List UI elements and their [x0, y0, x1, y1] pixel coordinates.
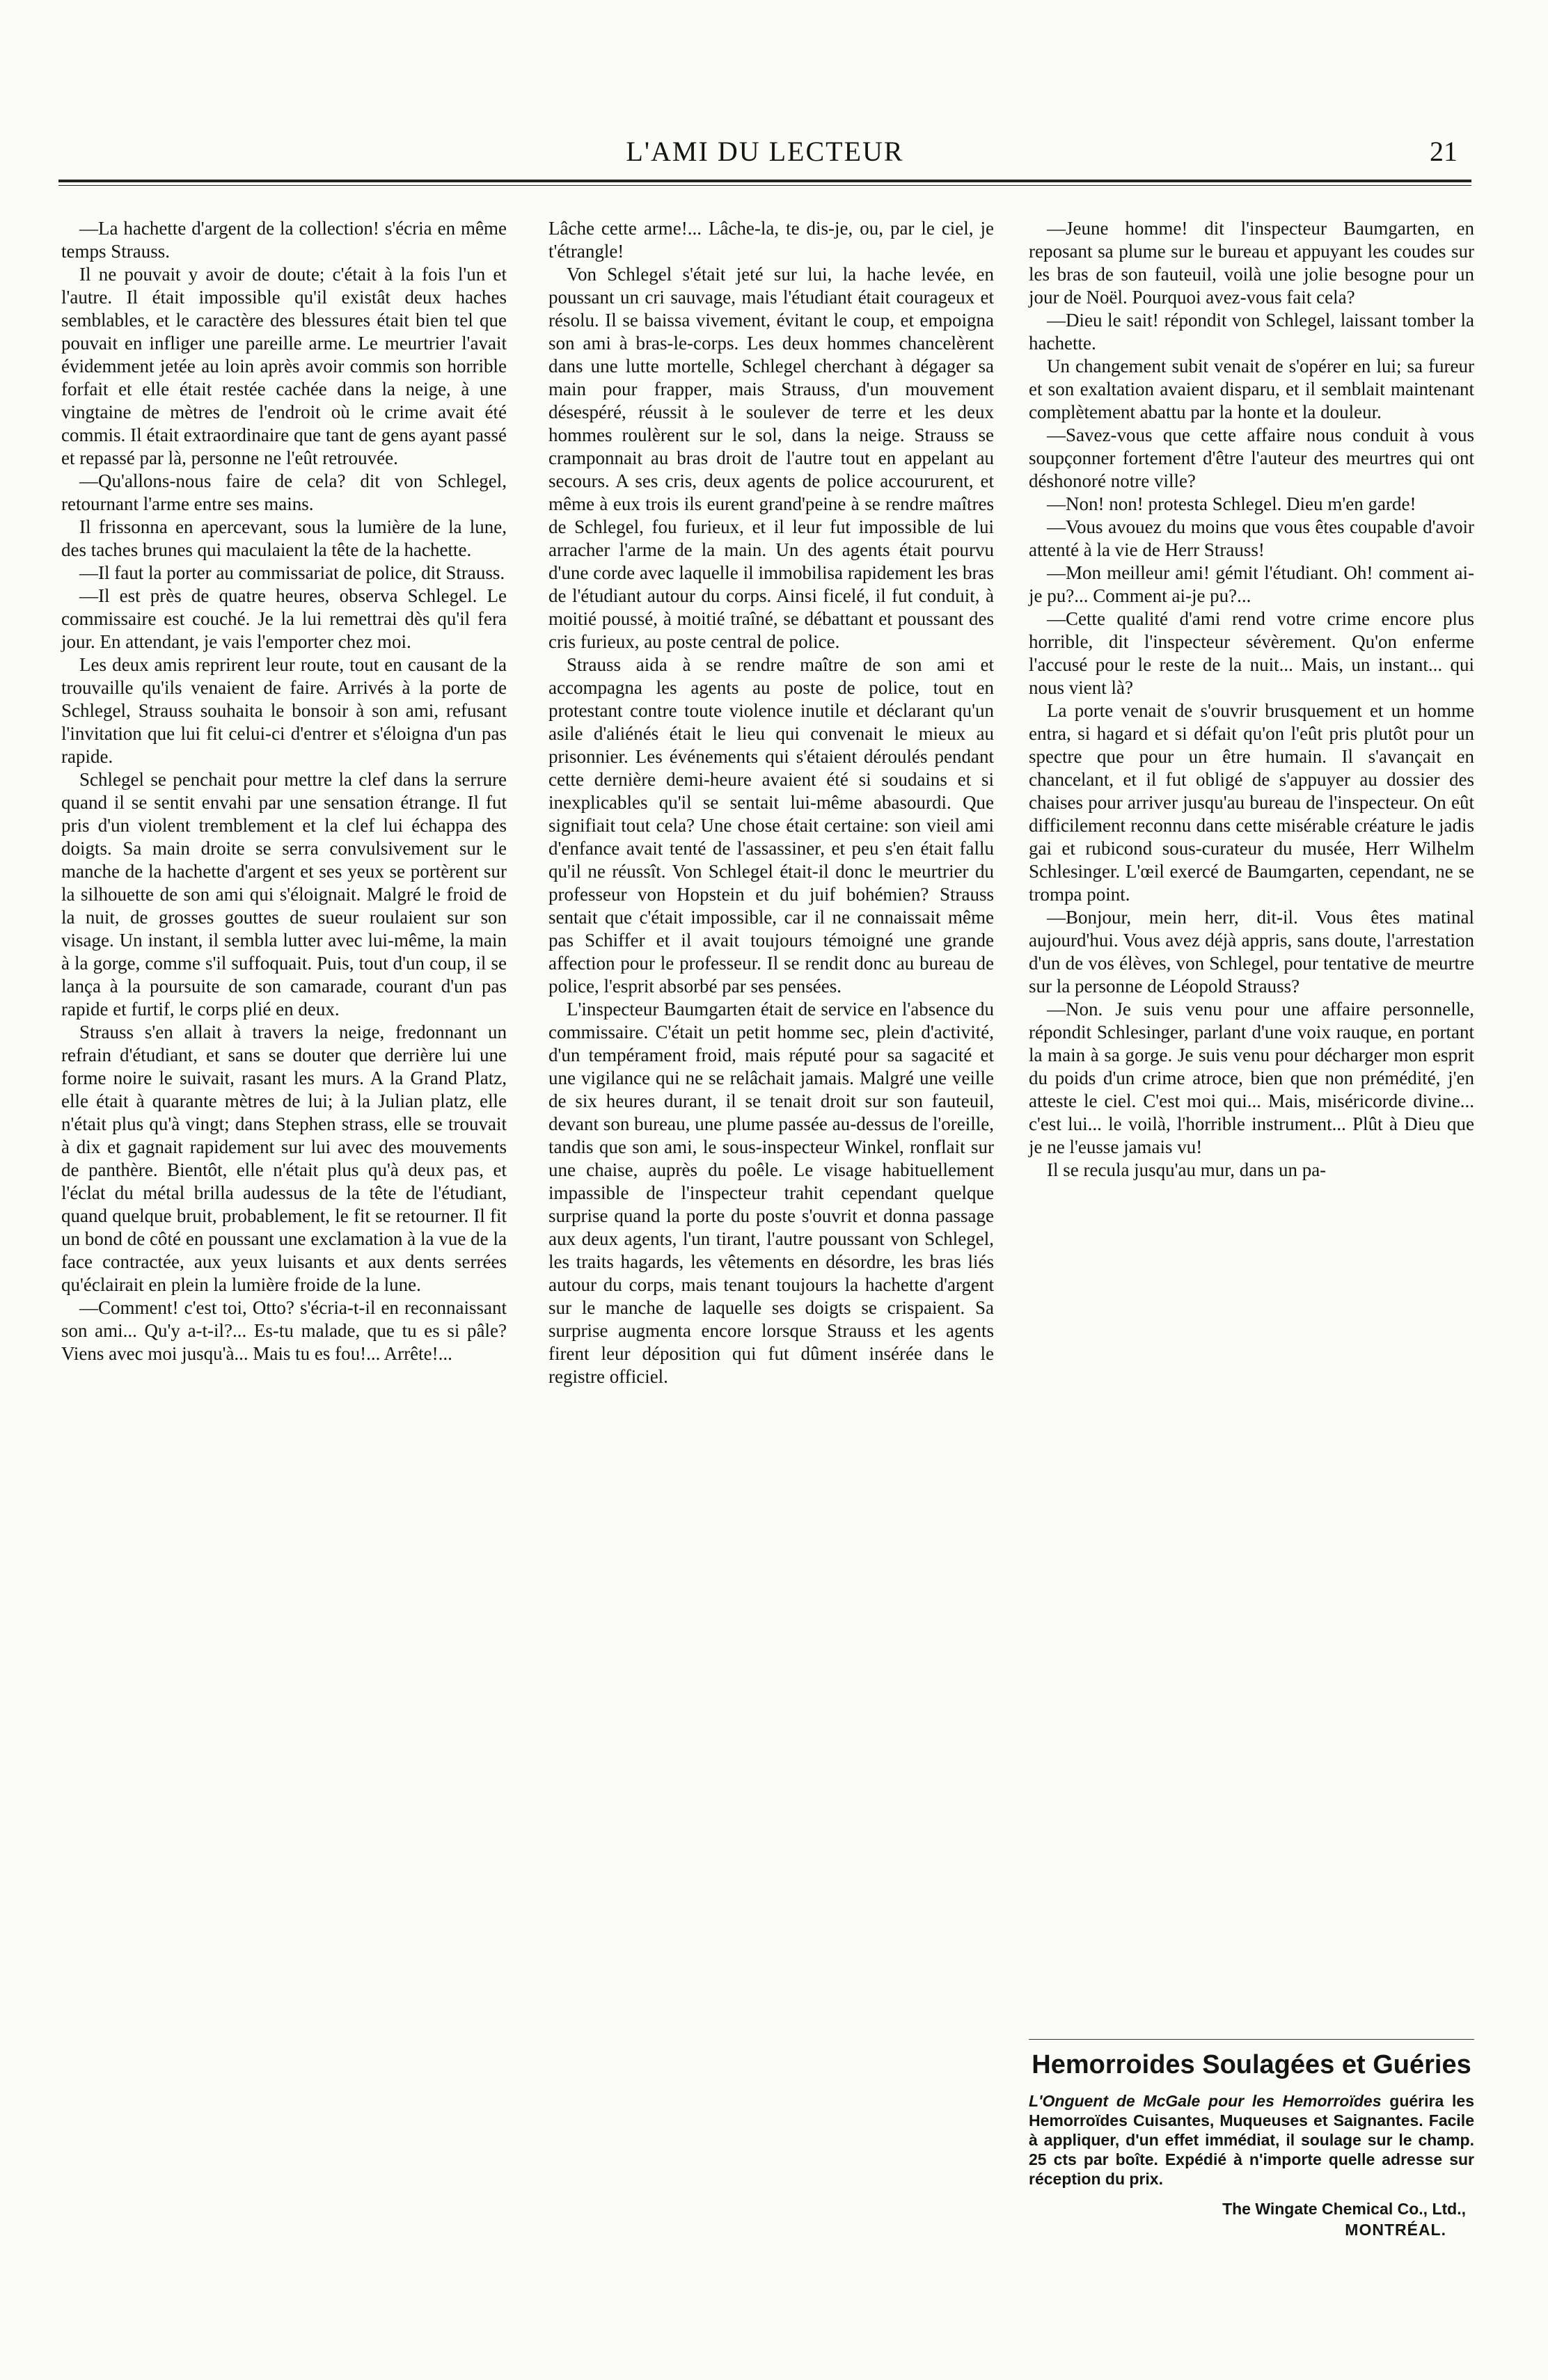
paragraph: —Il est près de quatre heures, observa Schlegel. Le commissaire est couché. Je la lui remettrai dès qu'il fera jour. En attendant, je vais l'emporter chez moi.: [61, 585, 507, 652]
ad-city: MONTRÉAL.: [1345, 2221, 1446, 2239]
paragraph: —Non. Je suis venu pour une affaire personnelle, répondit Schlesinger, parlant d'une voix rauque, en portant la main à sa gorge. Je suis venu pour décharger mon esprit du poids d'un crime atroce, bien que non prémédité, j'en atteste le ciel. C'est moi qui... Mais, miséricorde divine... c'est lui... le voilà, l'horrible instrument... Plût à Dieu que je ne l'eusse jamais vu!: [1029, 999, 1474, 1157]
paragraph: —Jeune homme! dit l'inspecteur Baumgarten, en reposant sa plume sur le bureau et appuyant les coudes sur les bras de son fauteuil, voilà une jolie besogne pour un jour de Noël. Pourquoi avez-vous fait cela?: [1029, 218, 1474, 308]
paragraph: —La hachette d'argent de la collection! s'écria en même temps Strauss.: [61, 218, 507, 262]
paragraph: —Bonjour, mein herr, dit-il. Vous êtes matinal aujourd'hui. Vous avez déjà appris, sans doute, l'arrestation d'un de vos élèves, von Schlegel, pour tentative de meurtre sur la personne de Léopold Strauss?: [1029, 907, 1474, 997]
paragraph: Il ne pouvait y avoir de doute; c'était à la fois l'un et l'autre. Il était impossible qu'il existât deux haches semblables, et le caractère des blessures était bien tel que pouvait en infliger une pareille arme. Le meurtrier l'avait évidemment jetée au loin après avoir commis son horrible forfait et elle était restée cachée dans la neige, à une vingtaine de mètres de l'endroit où le crime avait été commis. Il était extraordinaire que tant de gens ayant passé et repassé par là, personne ne l'eût retrouvée.: [61, 264, 507, 468]
paragraph: —Dieu le sait! répondit von Schlegel, laissant tomber la hachette.: [1029, 310, 1474, 354]
paragraph: Les deux amis reprirent leur route, tout en causant de la trouvaille qu'ils venaient de faire. Arrivés à la porte de Schlegel, Strauss souhaita le bonsoir à son ami, refusant l'invitation que lui fit celui-ci d'entrer et s'éloigna d'un pas rapide.: [61, 654, 507, 767]
ad-divider: [1029, 2039, 1474, 2040]
header-rule-thick: [58, 180, 1471, 182]
paragraph: —Non! non! protesta Schlegel. Dieu m'en garde!: [1047, 493, 1416, 514]
paragraph: —Cette qualité d'ami rend votre crime encore plus horrible, dit l'inspecteur sévèrement. Qu'on enferme l'accusé pour le reste de la nuit... Mais, un instant... qui nous vient là?: [1029, 608, 1474, 698]
paragraph: Un changement subit venait de s'opérer en lui; sa fureur et son exaltation avaient disparu, et il semblait maintenant complètement abattu par la honte et la douleur.: [1029, 356, 1474, 422]
advertisement: [1029, 2039, 1474, 2240]
text-column-3: [1029, 217, 1474, 1182]
paragraph: Il se recula jusqu'au mur, dans un pa-: [1047, 1159, 1327, 1180]
paragraph: —Il faut la porter au commissariat de police, dit Strauss.: [79, 562, 505, 583]
paragraph: Lâche cette arme!... Lâche-la, te dis-je, ou, par le ciel, je t'étrangle!: [548, 218, 994, 262]
paragraph: —Qu'allons-nous faire de cela? dit von Schlegel, retournant l'arme entre ses mains.: [61, 470, 507, 514]
page-header: [58, 129, 1471, 171]
header-rule-thin: [58, 185, 1471, 186]
ad-body-text: guérira les Hemorroïdes Cuisantes, Muqueuses et Saignantes. Facile à appliquer, d'un effet immédiat, il soulage sur le champ. 25 cts par boîte. Expédié à n'importe quelle adresse sur réception du prix.: [1029, 2092, 1475, 2188]
paragraph: —Vous avouez du moins que vous êtes coupable d'avoir attenté à la vie de Herr Strauss!: [1029, 516, 1474, 560]
paragraph: Schlegel se penchait pour mettre la clef dans la serrure quand il se sentit envahi par une sensation étrange. Il fut pris d'un violent tremblement et la clef lui échappa des doigts. Sa main droite se serra convulsivement sur le manche de la hachette d'argent et ses yeux se portèrent sur la silhouette de son ami qui s'éloignait. Malgré le froid de la nuit, de grosses gouttes de sueur roulaient sur son visage. Un instant, il sembla lutter avec lui-même, la main à la gorge, comme s'il suffoquait. Puis, tout d'un coup, il se lança à la poursuite de son camarade, courant d'un pas rapide et furtif, le corps plié en deux.: [61, 769, 507, 1020]
paragraph: L'inspecteur Baumgarten était de service en l'absence du commissaire. C'était un petit homme sec, plein d'activité, d'un tempérament froid, mais réputé pour sa sagacité et une vigilance qui ne se relâchait jamais. Malgré une veille de six heures durant, il se tenait droit sur son fauteuil, devant son bureau, une plume passée au-dessus de l'oreille, tandis que son ami, le sous-inspecteur Winkel, ronflait sur une chaise, auprès du poêle. Le visage habituellement impassible de l'inspecteur trahit cependant quelque surprise quand la porte du poste s'ouvrit et donna passage aux deux agents, l'un tirant, l'autre poussant von Schlegel, les traits hagards, les vêtements en désordre, les bras liés autour du corps, mais tenant toujours la hachette d'argent sur le manche de laquelle ses doigts se crispaient. Sa surprise augmenta encore lorsque Strauss et les agents firent leur déposition qui fut dûment insérée dans le registre officiel.: [548, 999, 994, 1387]
ad-body: [1029, 2091, 1474, 2189]
paragraph: —Savez-vous que cette affaire nous conduit à vous soupçonner fortement d'être l'auteur des meurtres qui ont déshonoré notre ville?: [1029, 425, 1474, 491]
text-column-2: [548, 217, 994, 1388]
paragraph: —Mon meilleur ami! gémit l'étudiant. Oh! comment ai-je pu?... Comment ai-je pu?...: [1029, 562, 1474, 606]
paragraph: Il frissonna en apercevant, sous la lumière de la lune, des taches brunes qui maculaient la tête de la hachette.: [61, 516, 507, 560]
paragraph: Strauss s'en allait à travers la neige, fredonnant un refrain d'étudiant, et sans se douter que derrière lui une forme noire le suivait, rasant les murs. A la Grand Platz, elle était à quarante mètres de lui; à la Julian platz, elle n'était plus qu'à vingt; dans Stephen strass, elle se trouvait à dix et gagnait rapidement sur lui avec des mouvements de panthère. Bientôt, elle n'était plus qu'à deux pas, et l'éclat du métal brilla audessus de la tête de l'étudiant, quand quelque bruit, probablement, le fit se retourner. Il fit un bond de côté en poussant une exclamation à la vue de la face contractée, aux yeux luisants et aux dents serrées qu'éclairait en plein la lumière froide de la lune.: [61, 1022, 507, 1295]
ad-product-name: L'Onguent de McGale pour les Hemorroïdes: [1029, 2092, 1382, 2110]
paragraph: —Comment! c'est toi, Otto? s'écria-t-il en reconnaissant son ami... Qu'y a-t-il?... Es-tu malade, que tu es si pâle? Viens avec moi jusqu'à... Mais tu es fou!... Arrête!...: [61, 1297, 507, 1364]
paragraph: Strauss aida à se rendre maître de son ami et accompagna les agents au poste de police, tout en protestant contre toute violence inutile et déclarant qu'un asile d'aliénés était le lieu qui convenait le mieux au prisonnier. Les événements qui s'étaient déroulés pendant cette dernière demi-heure avaient été si soudains et si inexplicables qu'il se sentait lui-même abasourdi. Que signifiait tout cela? Une chose était certaine: son vieil ami d'enfance avait tenté de l'assassiner, et peu s'en était fallu qu'il ne réussît. Von Schlegel était-il donc le meurtrier du professeur von Hopstein et du juif bohémien? Strauss sentait que c'était impossible, car il ne connaissait même pas Schiffer et il avait toujours témoigné une grande affection pour le professeur. Il se rendit donc au bureau de police, l'esprit absorbé par ses pensées.: [548, 654, 994, 997]
page-number: 21: [1430, 136, 1458, 167]
publication-title: L'AMI DU LECTEUR: [626, 136, 904, 167]
ad-company: The Wingate Chemical Co., Ltd.,: [1222, 2200, 1466, 2218]
text-column-1: [61, 217, 507, 1365]
paragraph: Von Schlegel s'était jeté sur lui, la hache levée, en poussant un cri sauvage, mais l'étudiant était courageux et résolu. Il se baissa vivement, évitant le coup, et empoigna son ami à bras-le-corps. Les deux hommes chancelèrent dans une lutte mortelle, Schlegel cherchant à dégager sa main pour frapper, mais Strauss, d'un mouvement désespéré, réussit à le soulever de terre et les deux hommes roulèrent sur le sol, dans la neige. Strauss se cramponnait au bras droit de l'autre tout en appelant au secours. A ses cris, deux agents de police accoururent, et même à eux trois ils eurent grand'peine à se rendre maîtres de Schlegel, fou furieux, et il leur fut impossible de lui arracher l'arme de la main. Un des agents était pourvu d'une corde avec laquelle il immobilisa rapidement les bras de l'étudiant autour du corps. Ainsi ficelé, il fut conduit, à moitié poussé, à moitié traîné, se débattant et poussant des cris furieux, au poste central de police.: [548, 264, 994, 652]
paragraph: La porte venait de s'ouvrir brusquement et un homme entra, si hagard et si défait qu'on l'eût pris plutôt pour un spectre que pour un être humain. Il s'avançait en chancelant, et il fut obligé de s'appuyer au dossier des chaises pour arriver jusqu'au bureau de l'inspecteur. On eût difficilement reconnu dans cette misérable créature le jadis gai et rubicond sous-curateur du musée, Herr Wilhelm Schlesinger. L'œil exercé de Baumgarten, cependant, ne se trompa point.: [1029, 700, 1474, 905]
ad-headline: Hemorroides Soulagées et Guéries: [1032, 2050, 1471, 2079]
